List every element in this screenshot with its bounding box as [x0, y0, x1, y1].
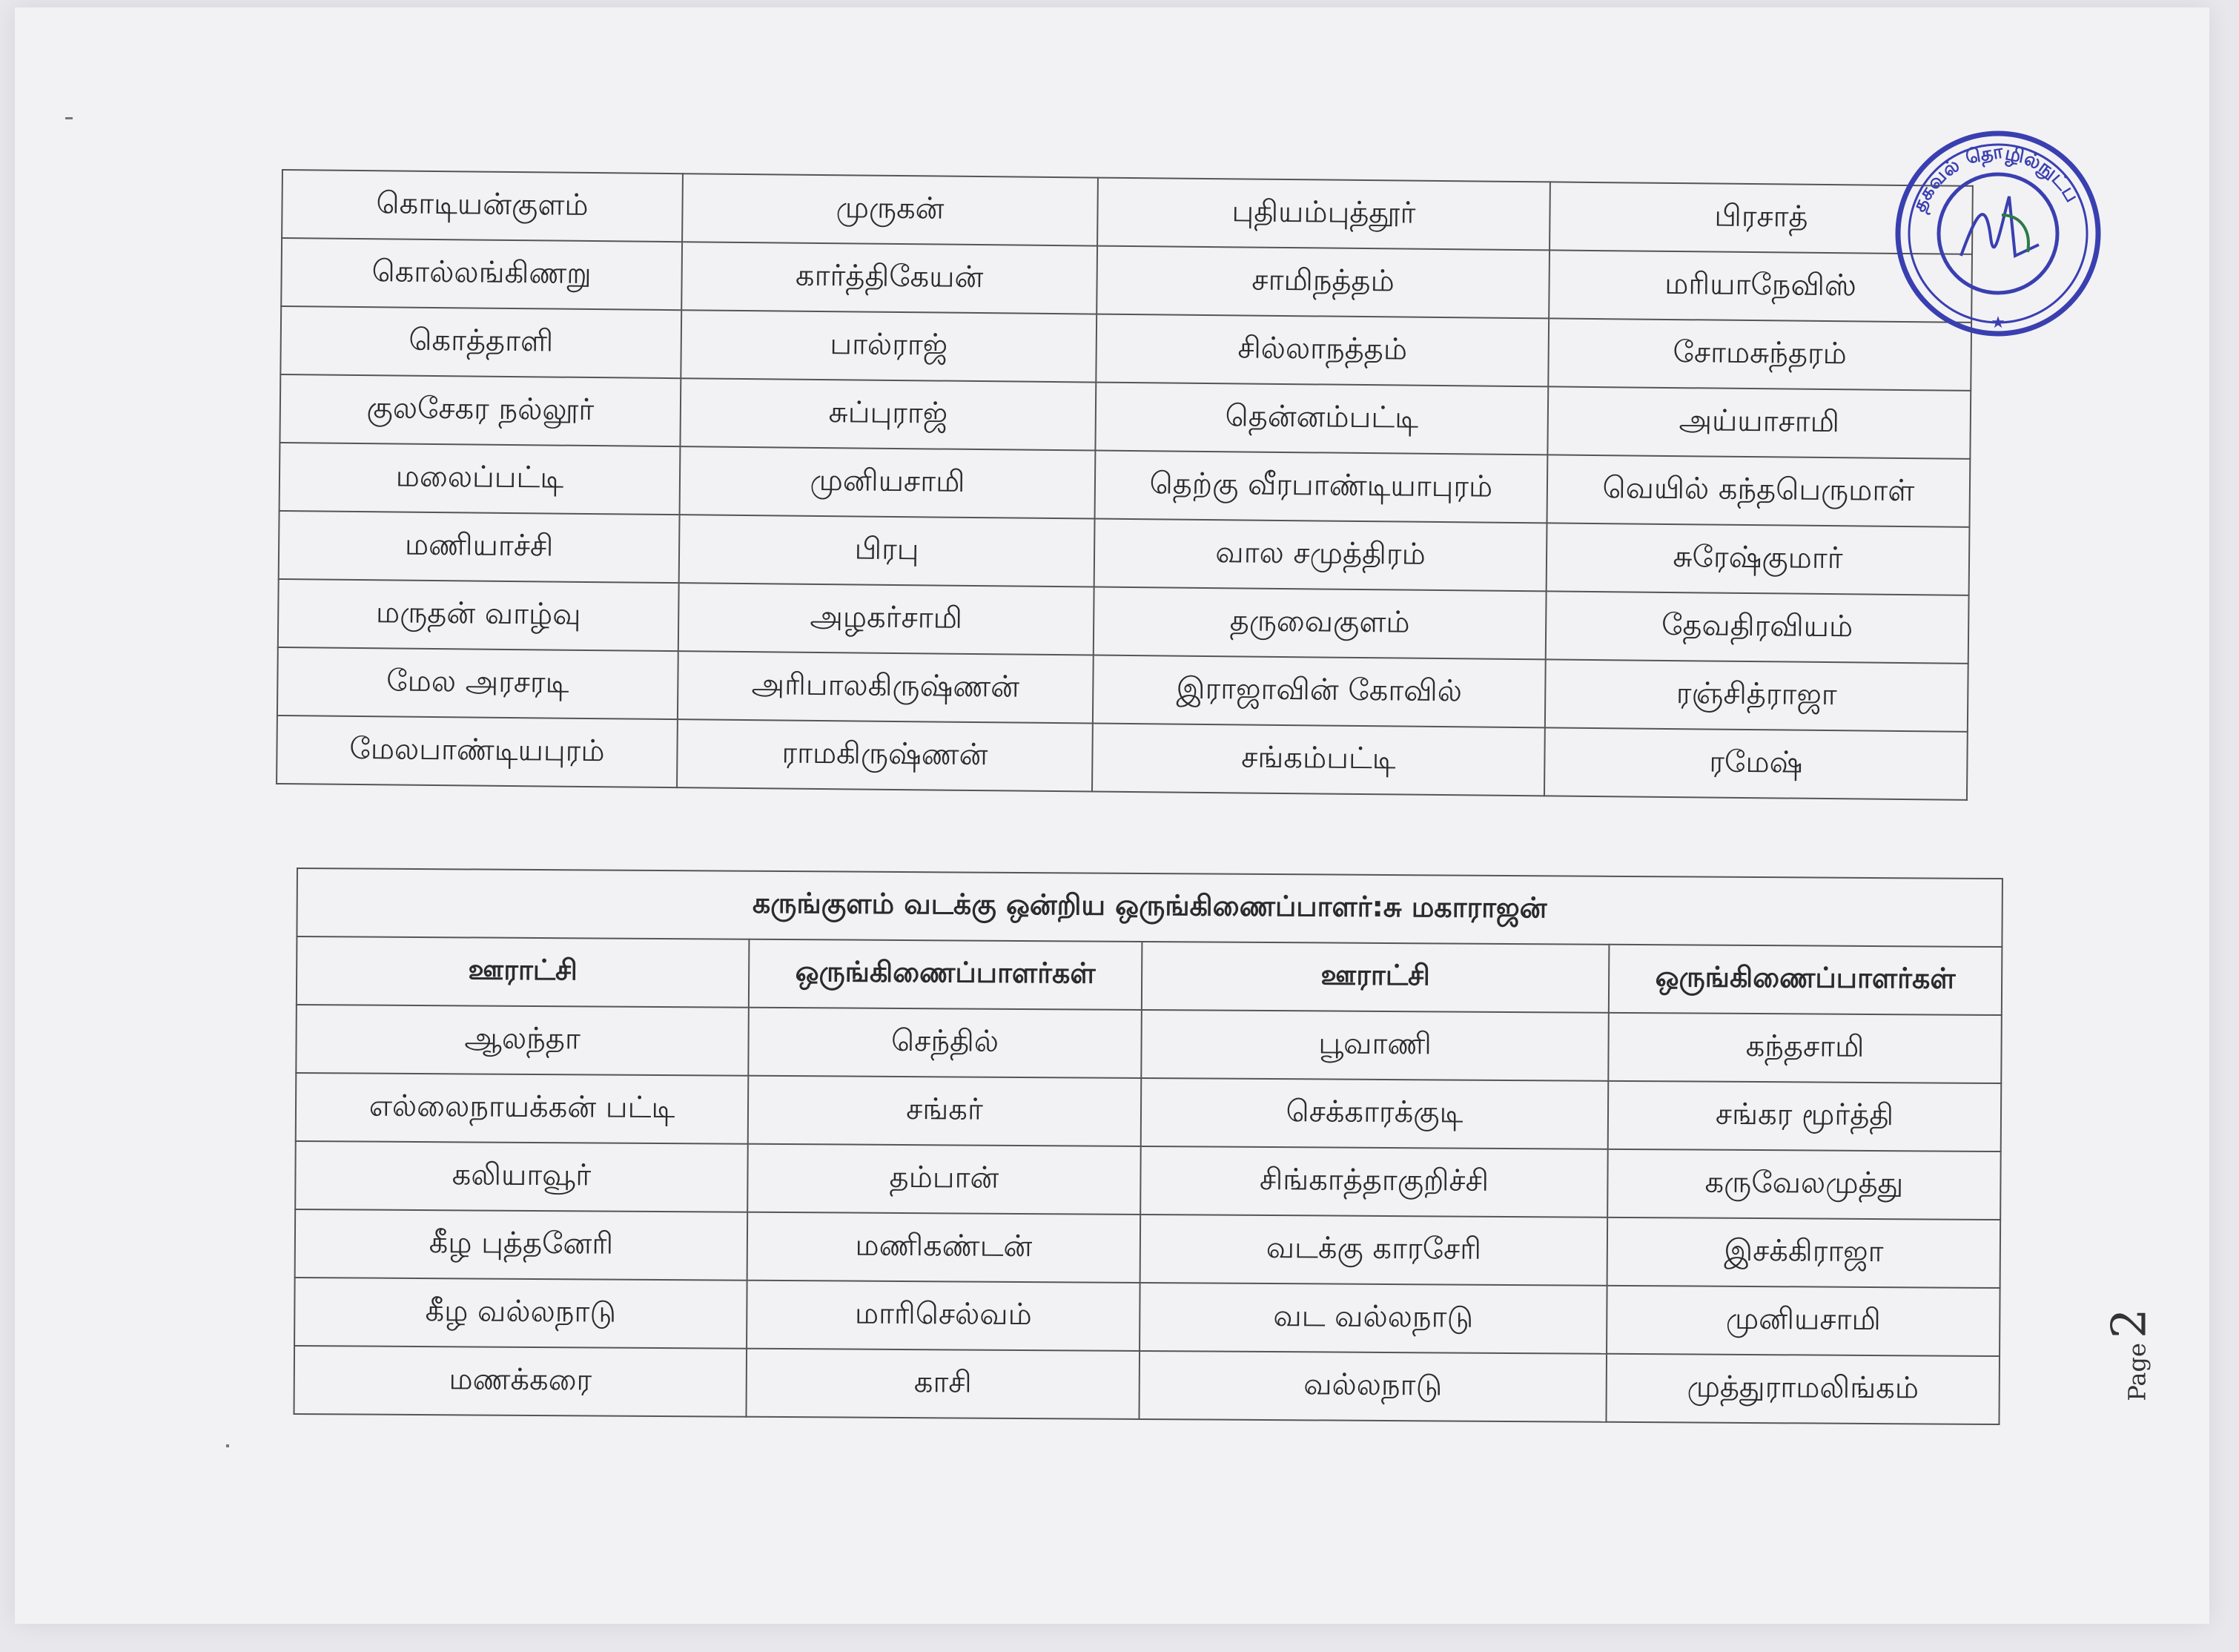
panchayat-coordinators-table-1 — [276, 169, 1974, 801]
coordinator-name-cell: பால்ராஜ் — [681, 310, 1097, 382]
panchayat-name-cell: கலியாவூர் — [295, 1141, 748, 1212]
coordinator-name-cell: ரமேஷ் — [1544, 727, 1968, 799]
panchayat-name-cell: சிங்காத்தாகுறிச்சி — [1140, 1146, 1608, 1217]
svg-text:தகவல் தொழில்நுட்ப: தகவல் தொழில்நுட்ப — [1908, 140, 2083, 216]
panchayat-name-cell: சாமிநத்தம் — [1097, 246, 1550, 319]
column-header: ஊராட்சி — [297, 936, 750, 1008]
coordinator-name-cell: பிரசாத் — [1550, 182, 1973, 254]
coordinator-name-cell: தேவதிரவியம் — [1546, 591, 1969, 663]
coordinator-name-cell: சங்கர் — [748, 1076, 1142, 1146]
panchayat-name-cell: ஆலந்தா — [296, 1005, 749, 1076]
panchayat-name-cell: குலசேகர நல்லூர் — [280, 374, 681, 446]
table-row — [295, 1209, 2001, 1288]
panchayat-name-cell: கீழ புத்தனேரி — [295, 1209, 748, 1281]
table-row — [294, 1278, 2000, 1356]
official-seal-stamp — [1891, 126, 2106, 341]
panchayat-name-cell: வடக்கு காரசேரி — [1140, 1215, 1608, 1286]
coordinator-name-cell: முருகன் — [682, 174, 1098, 245]
table-caption-row — [297, 868, 2002, 947]
coordinator-name-cell: சோமசுந்தரம் — [1548, 318, 1971, 390]
panchayat-name-cell: கொடியன்குளம் — [282, 170, 683, 242]
column-header: ஒருங்கிணைப்பாளர்கள் — [1609, 945, 2002, 1015]
coordinator-name-cell: கார்த்திகேயன் — [681, 242, 1097, 314]
coordinator-name-cell: அழகர்சாமி — [678, 583, 1094, 655]
coordinator-name-cell: இசக்கிராஜா — [1607, 1217, 2001, 1288]
panchayat-name-cell: தருவைகுளம் — [1094, 587, 1547, 660]
page-number-value: 2 — [2102, 1308, 2157, 1339]
table-header-row — [297, 936, 2002, 1015]
column-header: ஒருங்கிணைப்பாளர்கள் — [749, 939, 1142, 1010]
coordinator-name-cell: முனியசாமி — [1607, 1286, 2000, 1356]
panchayat-name-cell: மருதன் வாழ்வு — [278, 579, 679, 651]
coordinator-name-cell: சுப்புராஜ் — [680, 378, 1096, 450]
panchayat-name-cell: பூவாணி — [1141, 1010, 1609, 1081]
coordinator-name-cell: சங்கர மூர்த்தி — [1608, 1081, 2002, 1152]
panchayat-name-cell: கீழ வல்லநாடு — [294, 1278, 747, 1349]
coordinator-name-cell: சுரேஷ்குமார் — [1547, 523, 1970, 595]
panchayat-name-cell: சில்லாநத்தம் — [1096, 314, 1549, 387]
coordinator-name-cell: ராமகிருஷ்ணன் — [677, 719, 1093, 791]
panchayat-name-cell: வட வல்லநாடு — [1140, 1283, 1607, 1354]
coordinator-name-cell: வெயில் கந்தபெருமாள் — [1547, 455, 1970, 526]
scan-mark — [226, 1444, 229, 1447]
panchayat-name-cell: தென்னம்பட்டி — [1095, 383, 1548, 455]
coordinator-name-cell: ரஞ்சித்ராஜா — [1545, 659, 1968, 731]
coordinator-name-cell: அய்யாசாமி — [1547, 386, 1971, 458]
coordinator-name-cell: காசி — [746, 1349, 1140, 1419]
coordinator-name-cell: மணிகண்டன் — [747, 1212, 1141, 1283]
coordinator-name-cell: கந்தசாமி — [1608, 1013, 2002, 1083]
coordinator-name-cell: முத்துராமலிங்கம் — [1606, 1354, 2000, 1424]
panchayat-name-cell: மேலபாண்டியபுரம் — [277, 716, 678, 787]
coordinator-name-cell: தம்பான் — [747, 1144, 1141, 1215]
panchayat-coordinators-table-2 — [293, 868, 2003, 1425]
panchayat-name-cell: கொல்லங்கிணறு — [281, 238, 682, 310]
table-caption: கருங்குளம் வடக்கு ஒன்றிய ஒருங்கிணைப்பாளர்:சு மகாராஜன் — [297, 868, 2002, 947]
table-row — [296, 1005, 2002, 1083]
table-row — [296, 1073, 2002, 1152]
table-row — [295, 1141, 2001, 1220]
coordinator-name-cell: கருவேலமுத்து — [1607, 1149, 2001, 1220]
panchayat-name-cell: மணக்கரை — [294, 1346, 747, 1417]
coordinator-name-cell: அரிபாலகிருஷ்ணன் — [678, 651, 1094, 723]
document-page — [15, 7, 2209, 1624]
table-row — [294, 1346, 2000, 1424]
svg-text:★: ★ — [1991, 314, 2005, 332]
panchayat-name-cell: தெற்கு வீரபாண்டியாபுரம் — [1095, 451, 1548, 523]
scan-mark — [65, 117, 73, 119]
coordinator-name-cell: மாரிசெல்வம் — [747, 1281, 1140, 1351]
panchayat-name-cell: எல்லைநாயக்கன் பட்டி — [296, 1073, 749, 1144]
panchayat-name-cell: சங்கம்பட்டி — [1092, 724, 1545, 796]
panchayat-name-cell: மேல அரசரடி — [277, 647, 678, 719]
page-label: Page — [2123, 1343, 2152, 1401]
coordinator-name-cell: முனியசாமி — [680, 446, 1096, 518]
panchayat-name-cell: இராஜாவின் கோவில் — [1093, 655, 1546, 728]
column-header: ஊராட்சி — [1142, 942, 1610, 1013]
panchayat-name-cell: மலைப்பட்டி — [280, 443, 681, 515]
panchayat-name-cell: வல்லநாடு — [1139, 1351, 1607, 1422]
panchayat-name-cell: கொத்தாளி — [280, 306, 681, 378]
coordinator-name-cell: பிரபு — [679, 515, 1095, 587]
signature-seal-icon — [1898, 133, 2098, 334]
coordinator-name-cell: மரியாநேவிஸ் — [1549, 250, 1972, 322]
panchayat-name-cell: புதியம்புத்தூர் — [1097, 178, 1550, 251]
page-number — [2103, 1308, 2157, 1401]
coordinator-name-cell: செந்தில் — [748, 1008, 1142, 1078]
panchayat-name-cell: வால சமுத்திரம் — [1094, 519, 1547, 592]
panchayat-name-cell: செக்காரக்குடி — [1141, 1078, 1609, 1149]
panchayat-name-cell: மணியாச்சி — [279, 511, 680, 583]
